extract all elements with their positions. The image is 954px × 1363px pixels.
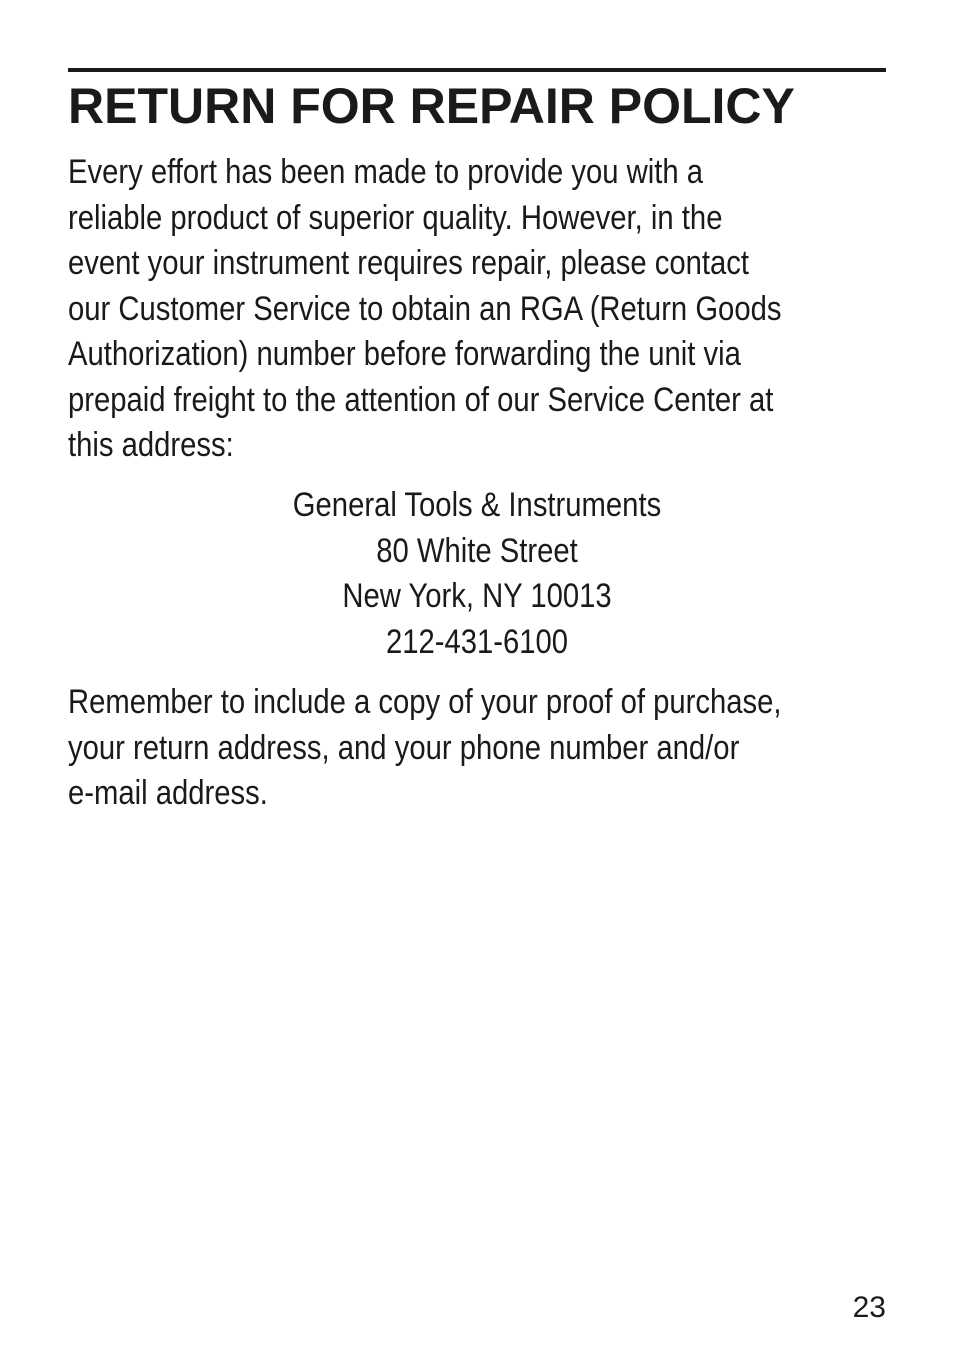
intro-line: event your instrument requires repair, please contact	[68, 244, 750, 282]
page-number: 23	[852, 1291, 886, 1324]
page-title: RETURN FOR REPAIR POLICY	[68, 78, 795, 134]
intro-line: prepaid freight to the attention of our Service Center at	[68, 380, 774, 419]
address-street: 80 White Street	[376, 531, 578, 570]
address-company: General Tools & Instruments	[292, 486, 662, 524]
address-city: New York, NY 10013	[342, 577, 612, 615]
address-phone: 212-431-6100	[385, 622, 569, 661]
closing-paragraph	[68, 680, 790, 817]
intro-paragraph	[68, 150, 790, 469]
service-center-address	[0, 483, 954, 665]
intro-line: Every effort has been made to provide you with a	[68, 153, 703, 191]
intro-line: our Customer Service to obtain an RGA (Return Goods	[68, 289, 782, 328]
intro-line: Authorization) number before forwarding the unit via	[68, 335, 741, 373]
closing-line: your return address, and your phone number and/or	[68, 728, 740, 767]
intro-line: this address:	[68, 426, 234, 464]
closing-line: e-mail address.	[68, 774, 268, 812]
heading-rule	[68, 68, 886, 72]
intro-line: reliable product of superior quality. However, in the	[68, 198, 723, 237]
closing-line: Remember to include a copy of your proof of purchase,	[68, 683, 782, 721]
